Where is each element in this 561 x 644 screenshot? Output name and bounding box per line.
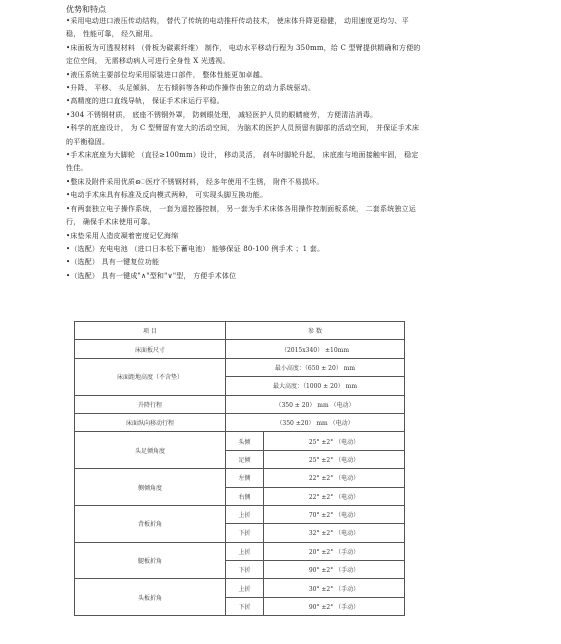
row-param: （2015x340） ±10mm [226, 340, 405, 358]
row-item: 床面纵向移动行程 [75, 413, 226, 431]
row-sub-label: 足倾 [226, 450, 264, 468]
feature-item: •高精度的进口直线导轨， 保证手术床运行平稳。 [66, 97, 224, 106]
table-header-row [75, 322, 405, 340]
feature-item: •液压系统主要部位均采用原装进口部件， 整体性能更加卓越。 [66, 70, 268, 79]
table-row [75, 413, 405, 431]
row-item: 升降行程 [75, 395, 226, 413]
row-item: 侧倾角度 [75, 469, 226, 506]
feature-item: •（选配）充电电池 （进口日本松下蓄电池） 能够保证 80-100 例手术 ；1 套。 [66, 244, 325, 253]
table-row [75, 395, 405, 413]
row-sub-value: 30° ±2° （手动） [264, 579, 405, 597]
feature-item: •床面板为可透视材料 （骨板为碳素纤维） 制作， 电动水平移动行程为 350mm，给 C 型臂提供精确和方便的定位空间， 无需移动病人可进行全身性 X 光透视。 [66, 43, 421, 66]
feature-item: •整床及附件采用优质െ医疗不锈钢材料， 经多年使用不生锈， 附件不易损坏。 [66, 177, 324, 186]
row-item: 床面距地高度（不含垫） [75, 358, 226, 395]
row-param: 最小高度：（650 ± 20） mm [226, 358, 405, 376]
row-sub-value: 70° ±2° （电动） [264, 505, 405, 523]
row-param: （350 ±20） mm （电动） [226, 413, 405, 431]
row-sub-label: 下折 [226, 561, 264, 579]
header-item: 项 目 [75, 322, 226, 340]
feature-item: •有两套独立电子操作系统， 一套为遥控器控制， 另一套为手术床体各用操作控制面板系统， 二套系统独立运行， 确保手术床使用可靠。 [66, 204, 417, 227]
row-sub-label: 左侧 [226, 469, 264, 487]
feature-item: •床垫采用人造皮凝着密度记忆海绵 [66, 231, 179, 240]
row-item: 背板折角 [75, 505, 226, 542]
row-sub-label: 右侧 [226, 487, 264, 505]
row-sub-label: 上折 [226, 542, 264, 560]
header-param: 参 数 [226, 322, 405, 340]
row-sub-value: 25° ±2° （电动） [264, 432, 405, 450]
row-sub-label: 上折 [226, 579, 264, 597]
row-sub-value: 90° ±2° （手动） [264, 597, 405, 615]
table-row [75, 432, 405, 450]
row-item: 头足倾角度 [75, 432, 226, 469]
row-sub-value: 20° ±2° （手动） [264, 542, 405, 560]
table-row [75, 505, 405, 523]
row-sub-label: 下折 [226, 524, 264, 542]
row-item: 床面板尺寸 [75, 340, 226, 358]
row-sub-value: 25° ±2° （电动） [264, 450, 405, 468]
spec-table [74, 321, 405, 616]
row-sub-value: 22° ±2° （电动） [264, 469, 405, 487]
feature-item: •手术床底座为大脚轮 （直径≥100mm）设计， 移动灵活， 刹车时脚轮升起， 床底座与地面接触牢固， 稳定性佳。 [66, 151, 419, 173]
table-row [75, 469, 405, 487]
row-sub-label: 头倾 [226, 432, 264, 450]
row-item: 头板折角 [75, 579, 226, 616]
feature-item: •电动手术床具有标准及反向模式两种， 可实现头脚互换功能。 [66, 191, 268, 200]
row-param: 最大高度：（1000 ± 20） mm [226, 377, 405, 395]
section-heading: 优势和特点 [66, 5, 106, 14]
row-sub-value: 90° ±2° （手动） [264, 561, 405, 579]
table-row [75, 340, 405, 358]
feature-item: •升降、 平移、 头足倾斜、 左右倾斜等各种动作操作由独立的动力系统驱动。 [66, 84, 316, 93]
feature-item: •采用电动进口液压传动结构， 替代了传统的电动推杆传动技术， 使床体升降更稳健， 动用速度更均匀、平稳， 性能可靠， 经久耐用。 [66, 17, 409, 39]
feature-item: •（选配） 具有一键复位功能 [66, 258, 160, 267]
row-sub-label: 上折 [226, 505, 264, 523]
feature-item: •科学的底座设计， 为 C 型臂留有宽大的活动空间， 为脑术的医护人员预留有脚部的活动空间， 并保证手术床的平衡稳固。 [66, 124, 420, 146]
row-sub-value: 32° ±2° （电动） [264, 524, 405, 542]
feature-item: •304 不锈钢材质， 底座不锈钢外罩， 防刺眼处理， 减轻医护人员的眼睛疲劳， 方便清洁消毒。 [66, 110, 378, 119]
table-row [75, 579, 405, 597]
row-item: 腿板折角 [75, 542, 226, 579]
table-row [75, 542, 405, 560]
row-param: （350 ± 20） mm （电动） [226, 395, 405, 413]
feature-list [66, 15, 421, 283]
row-sub-label: 下折 [226, 597, 264, 615]
feature-item: •（选配） 具有一键成"∧"型和"∨"型， 方便手术体位 [66, 271, 237, 280]
table-row [75, 358, 405, 376]
row-sub-value: 22° ±2° （电动） [264, 487, 405, 505]
